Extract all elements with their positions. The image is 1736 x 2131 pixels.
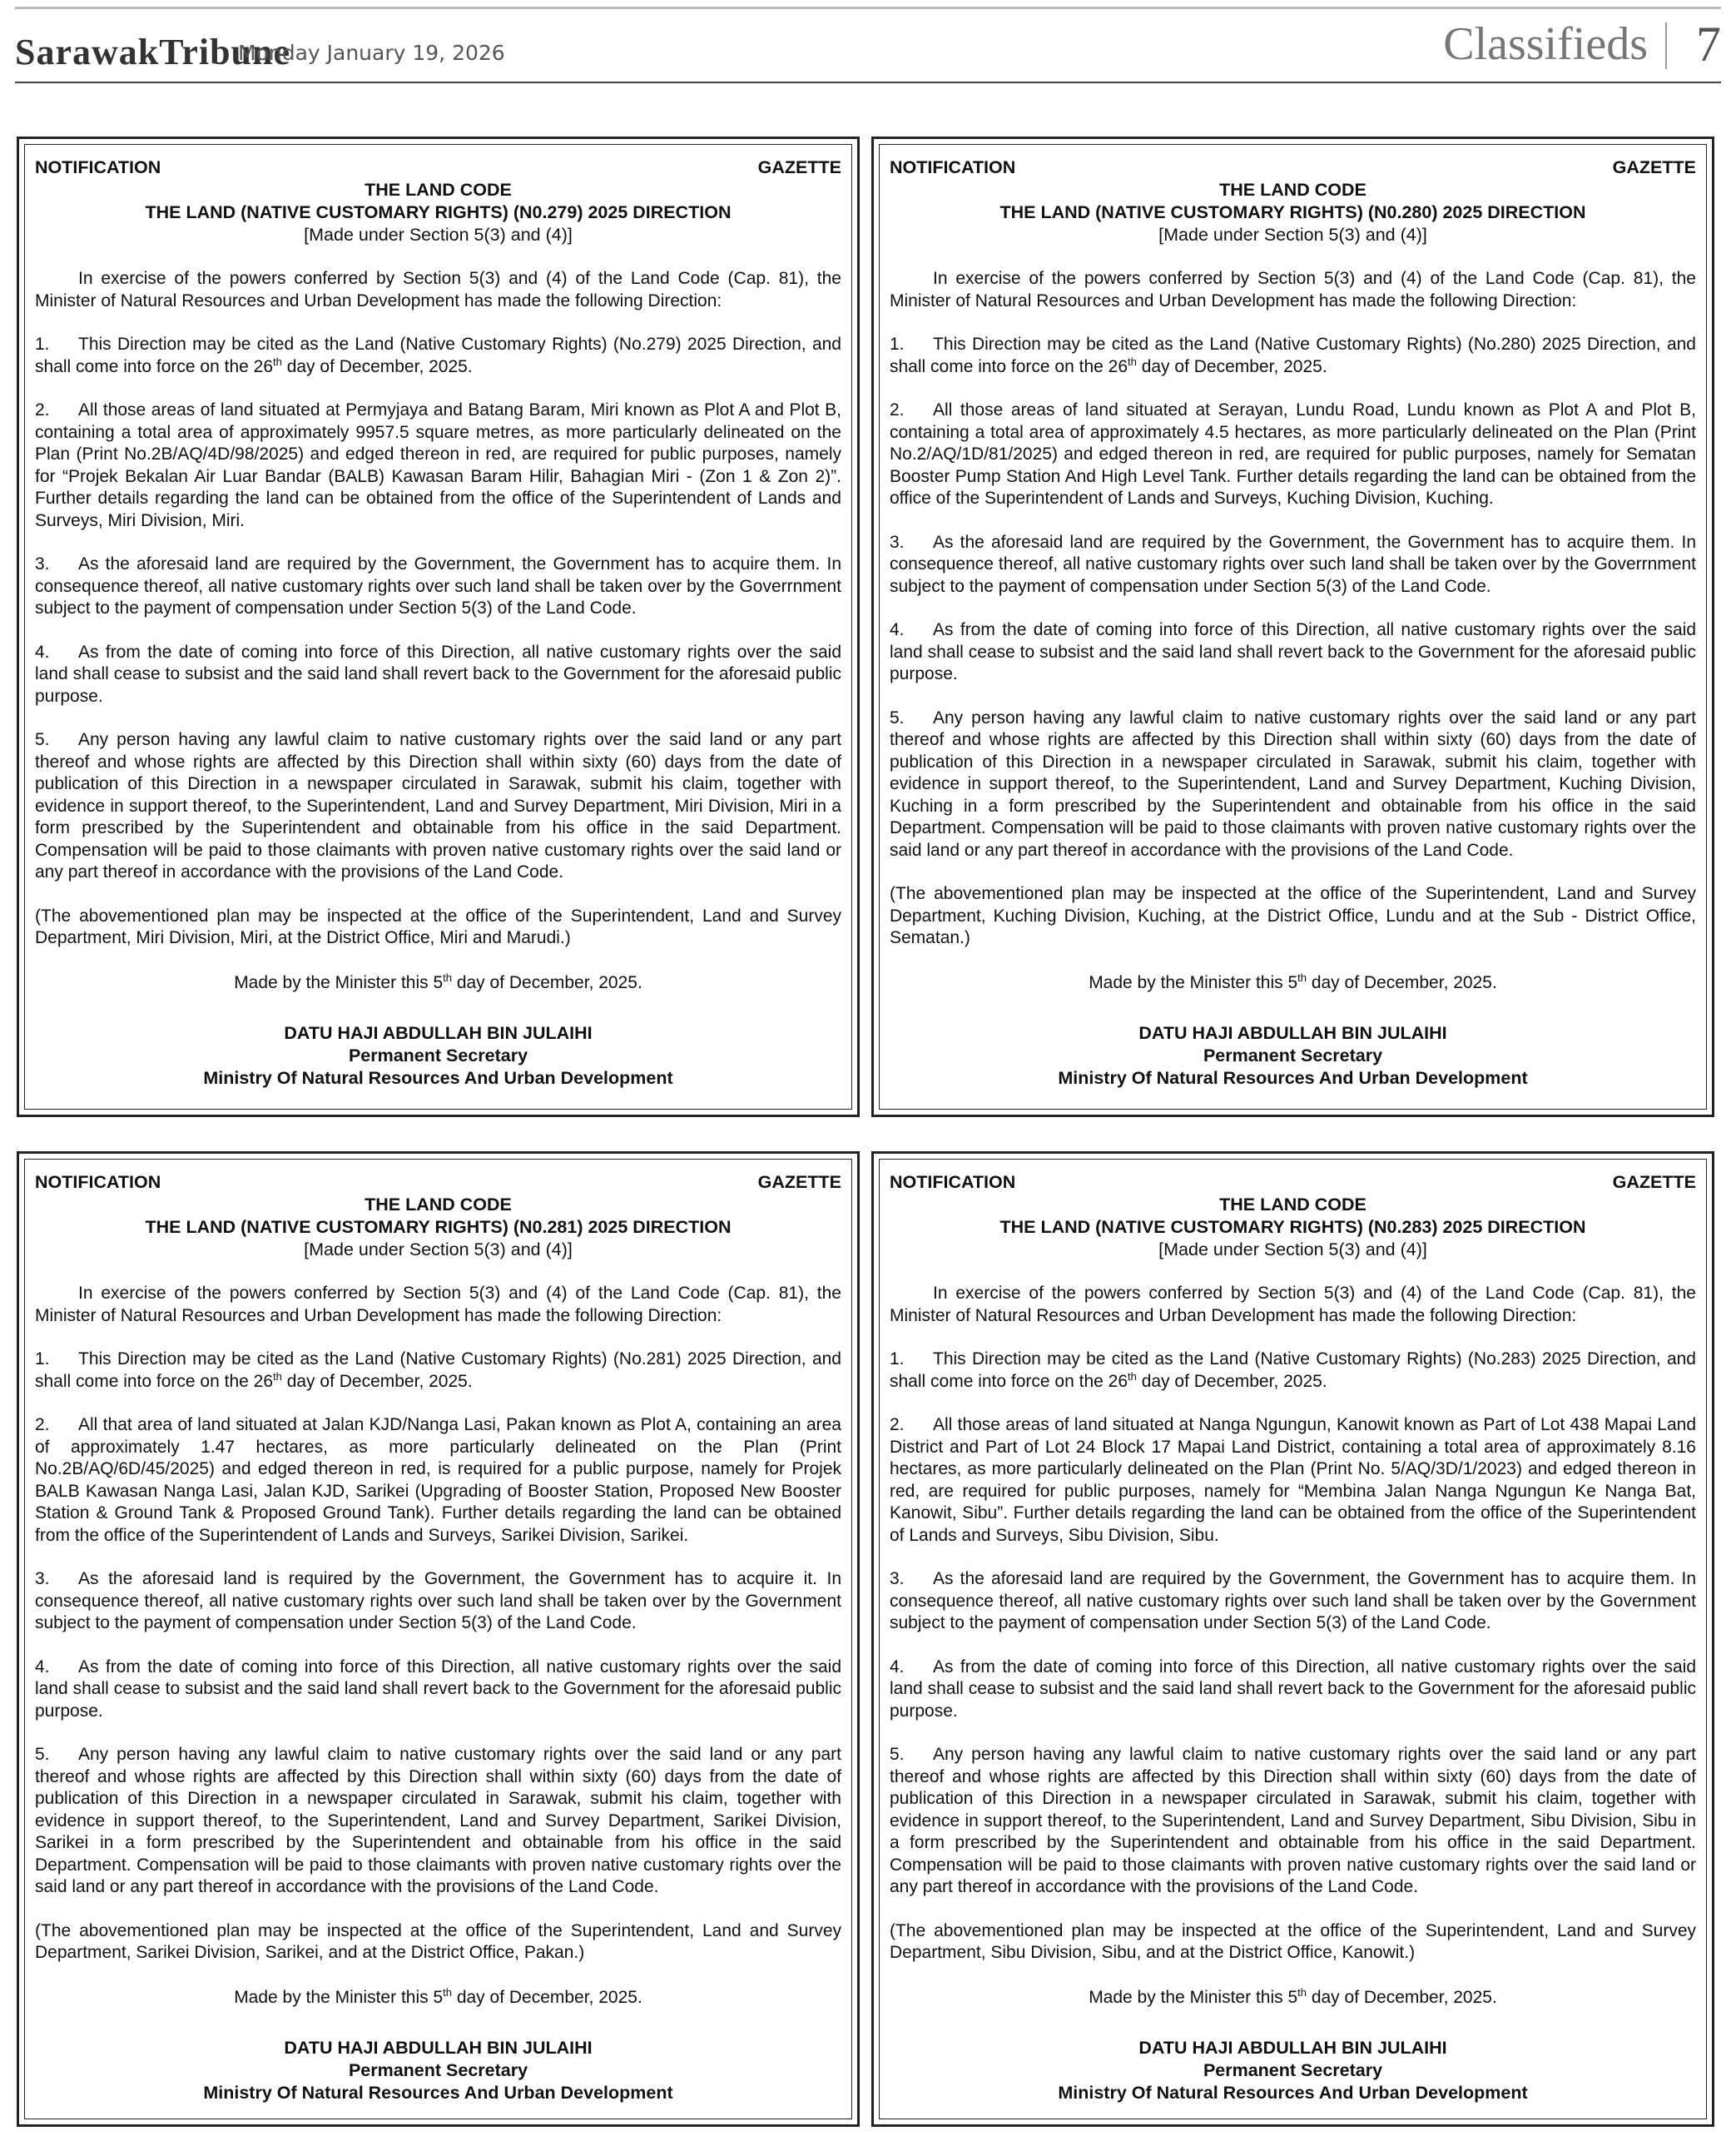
inspection-note: (The abovementioned plan may be inspected at the office of the Superintendent, Land and Survey Department, Kuching Division, Kuching, at the District Office, Lundu and at the Sub - District Office, Sematan.) bbox=[890, 884, 1696, 947]
paragraph-1 bbox=[890, 334, 1696, 378]
made-text: Made by the Minister this 5 bbox=[1089, 972, 1298, 992]
notice-title: THE LAND CODE bbox=[1219, 180, 1366, 200]
gazette-label: GAZETTE bbox=[1612, 1172, 1696, 1192]
paragraph-text: As the aforesaid land are required by the Government, the Government has to acquire them. In consequence thereof, all native customary rights over such land shall be taken over by the Government subject to the payment of compensation under Section 5(3) of the Land Code. bbox=[890, 1569, 1696, 1632]
paragraph-number: 5. bbox=[35, 1745, 50, 1764]
paragraph-text: Any person having any lawful claim to native customary rights over the said land or any part thereof and whose rights are affected by this Direction shall within sixty (60) days from the date of publication of this Direction in a newspaper circulated in Sarawak, submit his claim, together with evidence in support thereof, to the Superintendent, Land and Survey Department, Sibu Division, Sibu in a form prescribed by the Superintendent and obtainable from his office in the said Department. Compensation will be paid to those claimants with proven native customary rights over the said land or any part thereof in accordance with the provisions of the Land Code. bbox=[890, 1745, 1696, 1896]
direction-title: THE LAND (NATIVE CUSTOMARY RIGHTS) (N0.280) 2025 DIRECTION bbox=[999, 202, 1586, 222]
signatory-name: DATU HAJI ABDULLAH BIN JULAIHI bbox=[1138, 2037, 1447, 2058]
header-divider bbox=[1665, 22, 1667, 69]
notification-label: NOTIFICATION bbox=[890, 157, 1016, 177]
notice-title: THE LAND CODE bbox=[365, 1195, 512, 1215]
paragraph-number: 1. bbox=[890, 1349, 905, 1369]
paragraph-3 bbox=[890, 532, 1696, 599]
paragraph-4 bbox=[35, 642, 841, 708]
paragraph-1 bbox=[35, 334, 841, 378]
paragraph-4 bbox=[35, 1657, 841, 1723]
paragraph-4 bbox=[890, 619, 1696, 686]
paragraph-text: As from the date of coming into force of this Direction, all native customary rights over the said land shall cease to subsist and the said land shall revert back to the Government for the aforesaid public purpose. bbox=[890, 1657, 1696, 1721]
notice-header-row bbox=[35, 1171, 841, 1194]
inspection-note: (The abovementioned plan may be inspected at the office of the Superintendent, Land and Survey Department, Sibu Division, Sibu, and at the District Office, Kanowit.) bbox=[890, 1920, 1696, 1962]
notification-label: NOTIFICATION bbox=[890, 1172, 1016, 1192]
made-text: day of December, 2025. bbox=[1306, 972, 1497, 992]
paragraph-3 bbox=[890, 1568, 1696, 1635]
paragraph-number: 2. bbox=[890, 1415, 905, 1434]
paragraph-number: 1. bbox=[890, 335, 905, 354]
page-header bbox=[15, 7, 1721, 83]
gazette-label: GAZETTE bbox=[757, 1172, 841, 1192]
intro-paragraph: In exercise of the powers conferred by Section 5(3) and (4) of the Land Code (Cap. 81), the Minister of Natural Resources and Urban Development has made the following Direction: bbox=[890, 1284, 1696, 1325]
paragraph-text: day of December, 2025. bbox=[1136, 1371, 1327, 1391]
paragraph-text: As the aforesaid land is required by the Government, the Government has to acquire it. In consequence thereof, all native customary rights over such land shall be taken over by the Government subject to the payment of compensation under Section 5(3) of the Land Code. bbox=[35, 1569, 841, 1632]
intro-paragraph: In exercise of the powers conferred by Section 5(3) and (4) of the Land Code (Cap. 81), the Minister of Natural Resources and Urban Development has made the following Direction: bbox=[35, 1284, 841, 1325]
paragraph-text: Any person having any lawful claim to native customary rights over the said land or any part thereof and whose rights are affected by this Direction shall within sixty (60) days from the date of publication of this Direction in a newspaper circulated in Sarawak, submit his claim, together with evidence in support thereof, to the Superintendent, Land and Survey Department, Sarikei Division, Sarikei in a form prescribed by the Superintendent and obtainable from his office in the said Department. Compensation will be paid to those claimants with proven native customary rights over the said land or any part thereof in accordance with the provisions of the Land Code. bbox=[35, 1745, 841, 1896]
paragraph-number: 4. bbox=[35, 642, 50, 662]
paragraph-text: day of December, 2025. bbox=[281, 356, 473, 376]
page-number: 7 bbox=[1696, 17, 1721, 72]
paragraph-number: 3. bbox=[35, 1569, 50, 1588]
made-by-line bbox=[890, 1986, 1696, 2009]
inspection-note: (The abovementioned plan may be inspected at the office of the Superintendent, Land and Survey Department, Sarikei Division, Sarikei, and at the District Office, Pakan.) bbox=[35, 1920, 841, 1962]
ordinal-suffix: th bbox=[443, 1985, 452, 1999]
signatory-name: DATU HAJI ABDULLAH BIN JULAIHI bbox=[284, 2037, 593, 2058]
made-text: Made by the Minister this 5 bbox=[234, 972, 444, 992]
paragraph-text: All those areas of land situated at Nanga Ngungun, Kanowit known as Part of Lot 438 Mapai Land District and Part of Lot 24 Block 17 Mapai Land District, containing a total area of approximately 8.16 hectares, as more particularly delineated on the Plan (Print No. 5/AQ/3D/1/2023) and edged thereon in red, are required for public purposes, namely for “Membina Jalan Nanga Ngungun Ke Nanga Bat, Kanowit, Sibu”. Further details regarding the land can be obtained from the office of the Superintendent of Lands and Surveys, Sibu Division, Sibu. bbox=[890, 1415, 1696, 1545]
paragraph-number: 4. bbox=[35, 1657, 50, 1676]
paragraph-text: This Direction may be cited as the Land (Native Customary Rights) (No.281) 2025 Direction, and shall come into force on the 26 bbox=[35, 1349, 841, 1391]
paragraph-number: 2. bbox=[890, 400, 905, 420]
paragraph-2 bbox=[890, 400, 1696, 510]
paragraph-text: day of December, 2025. bbox=[281, 1371, 473, 1391]
signatory-ministry: Ministry Of Natural Resources And Urban Development bbox=[203, 1067, 673, 1088]
paragraph-number: 1. bbox=[35, 1349, 50, 1369]
direction-title: THE LAND (NATIVE CUSTOMARY RIGHTS) (N0.283) 2025 DIRECTION bbox=[999, 1217, 1586, 1237]
signatory-name: DATU HAJI ABDULLAH BIN JULAIHI bbox=[284, 1022, 593, 1043]
paragraph-text: Any person having any lawful claim to native customary rights over the said land or any part thereof and whose rights are affected by this Direction shall within sixty (60) days from the date of publication of this Direction in a newspaper circulated in Sarawak, submit his claim, together with evidence in support thereof, to the Superintendent, Land and Survey Department, Miri Division, Miri in a form prescribed by the Superintendent and obtainable from his office in the said Department. Compensation will be paid to those claimants with proven native customary rights over the said land or any part thereof in accordance with the provisions of the Land Code. bbox=[35, 730, 841, 882]
made-by-line bbox=[35, 1986, 841, 2009]
paragraph-5 bbox=[890, 1744, 1696, 1899]
notification-label: NOTIFICATION bbox=[35, 157, 161, 177]
intro-paragraph: In exercise of the powers conferred by Section 5(3) and (4) of the Land Code (Cap. 81), the Minister of Natural Resources and Urban Development has made the following Direction: bbox=[890, 269, 1696, 310]
paragraph-text: This Direction may be cited as the Land (Native Customary Rights) (No.280) 2025 Direction, and shall come into force on the 26 bbox=[890, 335, 1696, 376]
ordinal-suffix: th bbox=[273, 355, 282, 368]
paragraph-4 bbox=[890, 1657, 1696, 1723]
paragraph-number: 4. bbox=[890, 620, 905, 639]
notice-box bbox=[871, 1151, 1714, 2127]
paragraph-number: 5. bbox=[890, 708, 905, 728]
inspection-note: (The abovementioned plan may be inspected at the office of the Superintendent, Land and Survey Department, Miri Division, Miri, at the District Office, Miri and Marudi.) bbox=[35, 906, 841, 947]
made-text: Made by the Minister this 5 bbox=[234, 1987, 444, 2007]
signatory-title: Permanent Secretary bbox=[348, 1045, 528, 1066]
signatory-ministry: Ministry Of Natural Resources And Urban Development bbox=[1058, 2082, 1528, 2103]
section-title: Classifieds bbox=[1443, 18, 1648, 70]
paragraph-number: 2. bbox=[35, 400, 50, 420]
signatory-ministry: Ministry Of Natural Resources And Urban Development bbox=[1058, 1067, 1528, 1088]
paragraph-text: day of December, 2025. bbox=[1136, 356, 1327, 376]
paragraph-1 bbox=[890, 1349, 1696, 1393]
issue-date: Monday January 19, 2026 bbox=[238, 41, 505, 65]
gazette-label: GAZETTE bbox=[757, 157, 841, 177]
paragraph-text: This Direction may be cited as the Land (Native Customary Rights) (No.279) 2025 Direction, and shall come into force on the 26 bbox=[35, 335, 841, 376]
ordinal-suffix: th bbox=[443, 971, 452, 984]
made-text: day of December, 2025. bbox=[451, 1987, 642, 2007]
notice-subtitle: [Made under Section 5(3) and (4)] bbox=[304, 1239, 573, 1259]
paragraph-number: 3. bbox=[890, 1569, 905, 1588]
paragraph-3 bbox=[35, 1568, 841, 1635]
paragraph-text: As the aforesaid land are required by the Government, the Government has to acquire them. In consequence thereof, all native customary rights over such land shall be taken over by the Goverrnment subject to the payment of compensation under Section 5(3) of the Land Code. bbox=[35, 554, 841, 618]
paragraph-text: All those areas of land situated at Serayan, Lundu Road, Lundu known as Plot A and Plot B, containing a total area of approximately 4.5 hectares, as more particularly delineated on the Plan (Print No.2/AQ/1D/81/2025) and edged thereon in red, are required for public purposes, namely for Sematan Booster Pump Station And High Level Tank. Further details regarding the land can be obtained from the office of the Superintendent of Lands and Surveys, Kuching Division, Kuching. bbox=[890, 400, 1696, 508]
signatory-name: DATU HAJI ABDULLAH BIN JULAIHI bbox=[1138, 1022, 1447, 1043]
ordinal-suffix: th bbox=[1128, 355, 1137, 368]
notice-header-row bbox=[890, 1171, 1696, 1194]
paragraph-number: 4. bbox=[890, 1657, 905, 1676]
ordinal-suffix: th bbox=[273, 1369, 282, 1383]
gazette-label: GAZETTE bbox=[1612, 157, 1696, 177]
ordinal-suffix: th bbox=[1128, 1369, 1137, 1383]
paragraph-5 bbox=[890, 708, 1696, 862]
paragraph-number: 3. bbox=[890, 532, 905, 552]
notice-box bbox=[17, 137, 860, 1117]
paragraph-number: 1. bbox=[35, 335, 50, 354]
paragraph-text: As from the date of coming into force of this Direction, all native customary rights over the said land shall cease to subsist and the said land shall revert back to the Government for the aforesaid public purpose. bbox=[35, 642, 841, 706]
made-by-line bbox=[890, 971, 1696, 994]
notice-subtitle: [Made under Section 5(3) and (4)] bbox=[1158, 225, 1427, 245]
ordinal-suffix: th bbox=[1297, 971, 1307, 984]
signatory-title: Permanent Secretary bbox=[1203, 1045, 1383, 1066]
paragraph-text: All those areas of land situated at Permyjaya and Batang Baram, Miri known as Plot A and Plot B, containing a total area of approximately 9957.5 square metres, as more particularly delineated on the Plan (Print No.2B/AQ/4D/98/2025) and edged thereon in red, are required for public purposes, namely for “Projek Bekalan Air Luar Bandar (BALB) Kawasan Baram Hilir, Bahagian Miri - (Zon 1 & Zon 2)”. Further details regarding the land can be obtained from the office of the Superintendent of Lands and Surveys, Miri Division, Miri. bbox=[35, 400, 841, 530]
notice-title: THE LAND CODE bbox=[365, 180, 512, 200]
made-text: day of December, 2025. bbox=[1306, 1987, 1497, 2007]
direction-title: THE LAND (NATIVE CUSTOMARY RIGHTS) (N0.281) 2025 DIRECTION bbox=[145, 1217, 732, 1237]
paragraph-5 bbox=[35, 729, 841, 884]
notice-subtitle: [Made under Section 5(3) and (4)] bbox=[1158, 1239, 1427, 1259]
notice-header-row bbox=[890, 156, 1696, 179]
made-by-line bbox=[35, 971, 841, 994]
notification-label: NOTIFICATION bbox=[35, 1172, 161, 1192]
paragraph-number: 5. bbox=[35, 730, 50, 749]
paragraph-text: As from the date of coming into force of this Direction, all native customary rights over the said land shall cease to subsist and the said land shall revert back to the Government for the aforesaid public purpose. bbox=[35, 1657, 841, 1721]
notice-box bbox=[871, 137, 1714, 1117]
paragraph-text: This Direction may be cited as the Land (Native Customary Rights) (No.283) 2025 Direction, and shall come into force on the 26 bbox=[890, 1349, 1696, 1391]
paragraph-number: 2. bbox=[35, 1415, 50, 1434]
signatory-ministry: Ministry Of Natural Resources And Urban Development bbox=[203, 2082, 673, 2103]
notice-header-row bbox=[35, 156, 841, 179]
made-text: Made by the Minister this 5 bbox=[1089, 1987, 1298, 2007]
paragraph-3 bbox=[35, 554, 841, 620]
notice-title: THE LAND CODE bbox=[1219, 1195, 1366, 1215]
notice-subtitle: [Made under Section 5(3) and (4)] bbox=[304, 225, 573, 245]
paragraph-number: 5. bbox=[890, 1745, 905, 1764]
notice-box bbox=[17, 1151, 860, 2127]
paragraph-text: All that area of land situated at Jalan KJD/Nanga Lasi, Pakan known as Plot A, containing an area of approximately 1.47 hectares, as more particularly delineated on the Plan (Print No.2B/AQ/6D/45/2025) and edged thereon in red, is required for a public purpose, namely for Projek BALB Kawasan Nanga Lasi, Jalan KJD, Sarikei (Upgrading of Booster Station, Proposed New Booster Station & Ground Tank & Proposed Ground Tank). Further details regarding the land can be obtained from the office of the Superintendent of Lands and Surveys, Sarikei Division, Sarikei. bbox=[35, 1415, 841, 1545]
ordinal-suffix: th bbox=[1297, 1985, 1307, 1999]
intro-paragraph: In exercise of the powers conferred by Section 5(3) and (4) of the Land Code (Cap. 81), the Minister of Natural Resources and Urban Development has made the following Direction: bbox=[35, 269, 841, 310]
paragraph-text: As from the date of coming into force of this Direction, all native customary rights over the said land shall cease to subsist and the said land shall revert back to the Government for the aforesaid public purpose. bbox=[890, 620, 1696, 683]
paragraph-2 bbox=[35, 400, 841, 532]
paragraph-number: 3. bbox=[35, 554, 50, 574]
signatory-title: Permanent Secretary bbox=[1203, 2059, 1383, 2080]
made-text: day of December, 2025. bbox=[451, 972, 642, 992]
masthead-logo: SarawakTribune bbox=[15, 32, 291, 72]
paragraph-2 bbox=[35, 1414, 841, 1547]
direction-title: THE LAND (NATIVE CUSTOMARY RIGHTS) (N0.279) 2025 DIRECTION bbox=[145, 202, 732, 222]
paragraph-text: Any person having any lawful claim to native customary rights over the said land or any part thereof and whose rights are affected by this Direction shall within sixty (60) days from the date of publication of this Direction in a newspaper circulated in Sarawak, submit his claim, together with evidence in support thereof, to the Superintendent, Land and Survey Department, Kuching Division, Kuching in a form prescribed by the Superintendent and obtainable from his office in the said Department. Compensation will be paid to those claimants with proven native customary rights over the said land or any part thereof in accordance with the provisions of the Land Code. bbox=[890, 708, 1696, 860]
paragraph-2 bbox=[890, 1414, 1696, 1547]
signatory-title: Permanent Secretary bbox=[348, 2059, 528, 2080]
paragraph-text: As the aforesaid land are required by the Government, the Government has to acquire them. In consequence thereof, all native customary rights over such land shall be taken over by the Goverrnment subject to the payment of compensation under Section 5(3) of the Land Code. bbox=[890, 532, 1696, 596]
paragraph-1 bbox=[35, 1349, 841, 1393]
paragraph-5 bbox=[35, 1744, 841, 1899]
